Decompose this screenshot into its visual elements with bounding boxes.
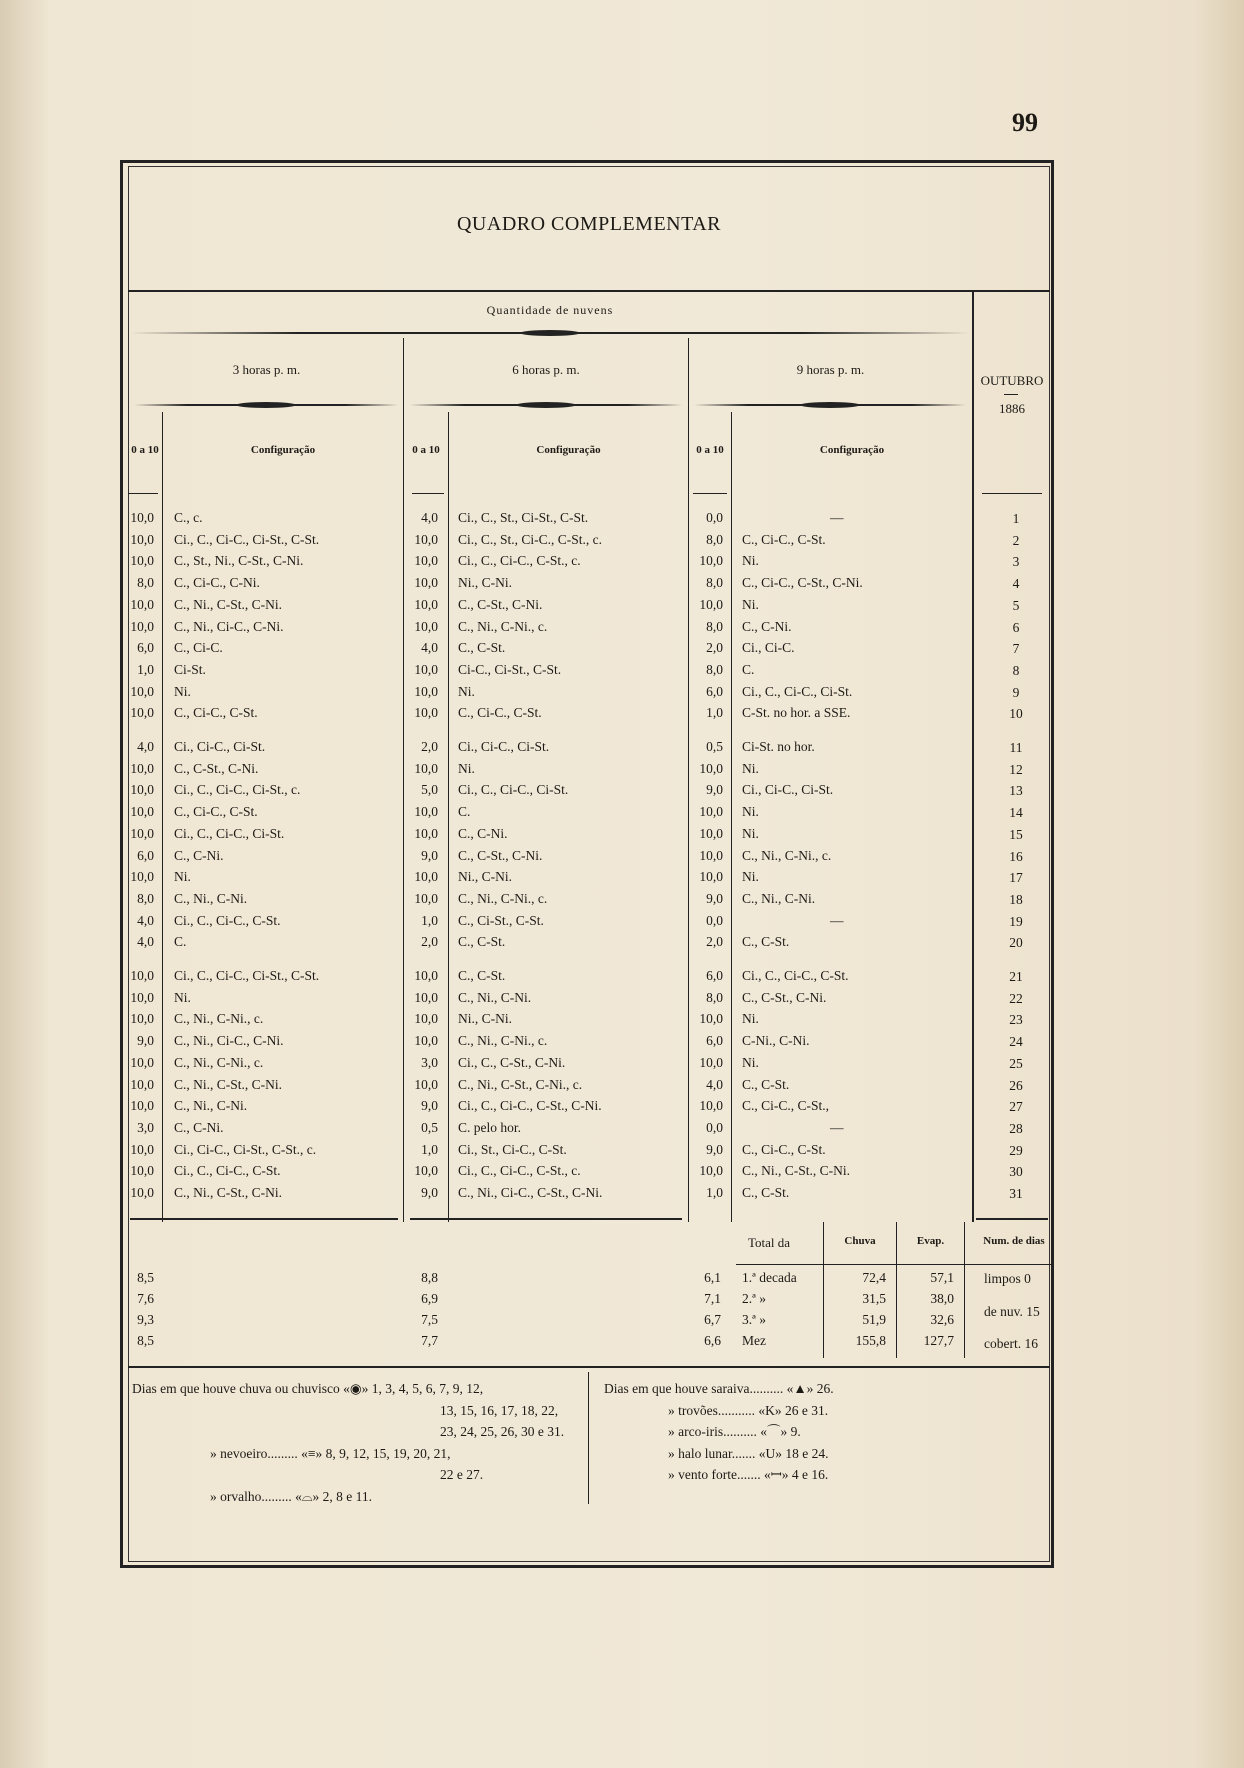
- cell-config-9pm: C., C-Ni.: [742, 618, 792, 634]
- cell-config-3pm: C., C-St., C-Ni.: [174, 760, 259, 776]
- cell-config-6pm: Ci., C., Ci-C., Ci-St.: [458, 782, 569, 798]
- page-number: 99: [1012, 108, 1038, 137]
- cell-config-6pm: C., C-St.: [458, 968, 506, 983]
- cell-amount-3pm: 10,0: [130, 804, 154, 820]
- cell-config-9pm: C., C-St., C-Ni.: [742, 989, 827, 1005]
- footer-right-line: » vento forte....... «ꟷ» 4 e 16.: [668, 1467, 829, 1482]
- cell-amount-9pm: 6,0: [706, 683, 723, 699]
- cell-day: 4: [1012, 576, 1020, 592]
- cell-amount-6pm: 10,0: [414, 869, 438, 885]
- cell-config-3pm: Ci., C., Ci-C., Ci-St., c.: [174, 782, 301, 798]
- totals-head-rule: [736, 1264, 1052, 1265]
- num-dias-head: Num. de dias: [983, 1235, 1045, 1247]
- cell-config-9pm: Ni.: [742, 760, 759, 776]
- footer-left-line: » orvalho......... «⌓» 2, 8 e 11.: [210, 1488, 373, 1504]
- cell-day: 29: [1009, 1142, 1023, 1158]
- cell-config-3pm: C., Ni., C-St., C-Ni.: [174, 1076, 283, 1092]
- cell-amount-3pm: 10,0: [130, 683, 154, 699]
- cell-amount-9pm: 8,0: [706, 989, 723, 1005]
- cell-config-6pm: C., Ni., C-Ni., c.: [458, 1033, 548, 1049]
- cell-config-9pm: Ni.: [742, 596, 759, 612]
- footer-left-line: 22 e 27.: [440, 1467, 484, 1482]
- cell-amount-3pm: 10,0: [130, 531, 154, 547]
- cell-day: 15: [1009, 826, 1023, 842]
- cell-config-3pm: C., Ni., C-Ni.: [174, 1098, 248, 1114]
- cell-config-6pm: Ci., C., Ci-C., C-St., c.: [458, 553, 581, 569]
- cell-config-6pm: Ci., St., Ci-C., C-St.: [458, 1141, 567, 1157]
- body-end-rule-2: [410, 1218, 682, 1220]
- mean-6pm: 7,5: [421, 1312, 438, 1327]
- cell-day: 22: [1009, 990, 1023, 1006]
- cell-config-9pm: —: [830, 912, 844, 928]
- cell-amount-6pm: 10,0: [414, 596, 438, 612]
- cell-amount-9pm: 6,0: [706, 1033, 723, 1049]
- cell-config-3pm: C., c.: [174, 510, 203, 525]
- cell-amount-3pm: 10,0: [130, 968, 154, 983]
- cell-amount-6pm: 3,0: [421, 1054, 438, 1070]
- total-evap: 127,7: [923, 1333, 954, 1348]
- total-chuva: 72,4: [862, 1270, 886, 1285]
- cell-day: 1: [1012, 511, 1020, 526]
- cell-amount-9pm: 10,0: [699, 596, 723, 612]
- cell-amount-9pm: 8,0: [706, 575, 723, 591]
- col-amount-1: 0 a 10: [131, 444, 159, 456]
- mean-3pm: 9,3: [137, 1312, 154, 1327]
- total-chuva: 31,5: [862, 1291, 886, 1306]
- cell-amount-9pm: 10,0: [699, 1098, 723, 1114]
- cell-config-6pm: C. pelo hor.: [458, 1119, 521, 1135]
- col-amount-2: 0 a 10: [412, 444, 440, 456]
- cell-day: 13: [1009, 783, 1023, 799]
- cell-config-9pm: Ni.: [742, 553, 759, 569]
- cell-amount-3pm: 10,0: [130, 825, 154, 841]
- cell-amount-6pm: 4,0: [421, 510, 438, 525]
- cell-amount-9pm: 2,0: [706, 934, 723, 950]
- cell-amount-9pm: 10,0: [699, 869, 723, 885]
- cell-amount-3pm: 8,0: [137, 575, 154, 591]
- total-chuva: 155,8: [855, 1333, 886, 1348]
- footer-top-rule: [128, 1366, 1050, 1368]
- cell-amount-3pm: 10,0: [130, 1163, 154, 1179]
- cell-amount-6pm: 9,0: [421, 1098, 438, 1114]
- cell-config-9pm: Ni.: [742, 869, 759, 885]
- cell-amount-3pm: 10,0: [130, 869, 154, 885]
- rule-a2: [412, 493, 444, 494]
- cell-config-9pm: C., Ni., C-Ni.: [742, 890, 816, 906]
- cell-config-6pm: C., Ni., C-Ni., c.: [458, 618, 548, 634]
- cell-config-3pm: C., Ni., Ci-C., C-Ni.: [174, 1033, 284, 1049]
- footer-divider: [588, 1372, 589, 1504]
- cell-config-3pm: C., Ni., Ci-C., C-Ni.: [174, 618, 284, 634]
- col-config-1: Configuração: [250, 444, 316, 456]
- cell-amount-3pm: 4,0: [137, 739, 154, 754]
- cell-amount-9pm: 0,0: [706, 912, 723, 928]
- cell-config-6pm: C., C-St.: [458, 640, 506, 656]
- cell-amount-3pm: 10,0: [130, 1185, 154, 1200]
- cell-config-6pm: Ni.: [458, 683, 475, 699]
- mean-9pm: 6,7: [704, 1312, 721, 1327]
- footer-left-line: » nevoeiro......... «≡» 8, 9, 12, 15, 19, 20, 21,: [210, 1445, 451, 1461]
- cell-config-3pm: Ci., Ci-C., Ci-St., C-St., c.: [174, 1141, 317, 1157]
- cell-amount-3pm: 10,0: [130, 596, 154, 612]
- cell-amount-6pm: 5,0: [421, 782, 438, 798]
- mean-6pm: 8,8: [421, 1270, 438, 1285]
- group-swash: [130, 330, 970, 336]
- cell-config-9pm: C., Ni., C-St., C-Ni.: [742, 1163, 851, 1179]
- cell-config-9pm: —: [830, 510, 844, 525]
- cell-day: 17: [1009, 870, 1023, 886]
- cell-config-6pm: Ni., C-Ni.: [458, 575, 512, 591]
- cell-amount-3pm: 10,0: [130, 510, 154, 525]
- cell-amount-6pm: 10,0: [414, 705, 438, 721]
- totals-head-label: Total da: [748, 1235, 791, 1250]
- cell-config-6pm: C., Ci-St., C-St.: [458, 912, 544, 928]
- cell-amount-6pm: 10,0: [414, 1011, 438, 1027]
- cell-amount-3pm: 6,0: [137, 640, 154, 656]
- cell-config-3pm: C., Ni., C-Ni., c.: [174, 1011, 264, 1027]
- cell-amount-9pm: 10,0: [699, 1011, 723, 1027]
- amount-divider-3: [731, 412, 732, 1222]
- cell-amount-9pm: 2,0: [706, 640, 723, 656]
- cell-config-6pm: Ci., C., Ci-C., C-St., c.: [458, 1163, 581, 1179]
- cell-amount-9pm: 1,0: [706, 705, 723, 721]
- cell-day: 28: [1009, 1120, 1023, 1136]
- mean-9pm: 7,1: [704, 1291, 721, 1306]
- total-label: Mez: [742, 1333, 766, 1348]
- cell-day: 24: [1009, 1034, 1023, 1050]
- cell-amount-9pm: 10,0: [699, 825, 723, 841]
- cell-day: 14: [1009, 805, 1023, 821]
- cell-amount-9pm: 10,0: [699, 553, 723, 569]
- cell-config-6pm: Ci., Ci-C., Ci-St.: [458, 739, 550, 754]
- cell-amount-9pm: 1,0: [706, 1185, 723, 1200]
- cell-amount-6pm: 10,0: [414, 804, 438, 820]
- cell-day: 21: [1009, 969, 1023, 984]
- header-top-rule: [128, 290, 1050, 292]
- cell-day: 27: [1009, 1099, 1023, 1115]
- cell-day: 31: [1009, 1186, 1023, 1201]
- cell-amount-6pm: 10,0: [414, 1076, 438, 1092]
- num-dias-nuv: de nuv. 15: [984, 1304, 1040, 1319]
- cell-amount-3pm: 10,0: [130, 760, 154, 776]
- num-dias-cobert: cobert. 16: [984, 1336, 1038, 1351]
- swash-6pm: [410, 402, 682, 408]
- cell-amount-3pm: 10,0: [130, 1076, 154, 1092]
- cell-day: 16: [1009, 848, 1023, 864]
- cell-config-9pm: C., C-St.: [742, 1076, 790, 1092]
- cell-day: 12: [1009, 761, 1023, 777]
- totals-head-evap: Evap.: [916, 1235, 945, 1247]
- cell-config-6pm: C.: [458, 804, 471, 820]
- obs-header-6pm: 6 horas p. m.: [512, 362, 580, 377]
- page-title: QUADRO COMPLEMENTAR: [456, 213, 722, 235]
- total-label: 2.ª »: [742, 1291, 766, 1306]
- col-config-3: Configuração: [819, 444, 885, 456]
- cell-config-9pm: C-Ni., C-Ni.: [742, 1033, 810, 1049]
- cell-config-3pm: Ci., C., Ci-C., C-St.: [174, 912, 281, 928]
- cell-config-6pm: C., C-St., C-Ni.: [458, 596, 543, 612]
- cell-amount-6pm: 10,0: [414, 683, 438, 699]
- cell-amount-9pm: 0,0: [706, 1119, 723, 1135]
- cell-config-9pm: C., Ni., C-Ni., c.: [742, 847, 832, 863]
- cell-config-9pm: Ni.: [742, 1011, 759, 1027]
- cell-amount-6pm: 0,5: [421, 1119, 438, 1135]
- year-header: 1886: [999, 401, 1025, 416]
- amount-divider-2: [448, 412, 449, 1222]
- cell-amount-3pm: 8,0: [137, 890, 154, 906]
- cell-config-9pm: Ci., C., Ci-C., Ci-St.: [742, 683, 853, 699]
- cell-amount-9pm: 8,0: [706, 618, 723, 634]
- cell-amount-6pm: 10,0: [414, 1163, 438, 1179]
- rule-day: [982, 493, 1042, 494]
- cell-amount-9pm: 8,0: [706, 531, 723, 547]
- cell-day: 11: [1009, 740, 1023, 755]
- cell-config-3pm: C., Ni., C-St., C-Ni.: [174, 596, 283, 612]
- cell-config-3pm: C., St., Ni., C-St., C-Ni.: [174, 553, 304, 569]
- cell-amount-3pm: 4,0: [137, 912, 154, 928]
- cell-config-6pm: C., C-Ni.: [458, 825, 508, 841]
- cell-config-3pm: Ci., C., Ci-C., C-St.: [174, 1163, 281, 1179]
- mean-6pm: 7,7: [421, 1333, 438, 1348]
- total-evap: 38,0: [930, 1291, 954, 1306]
- cell-amount-3pm: 10,0: [130, 618, 154, 634]
- cell-amount-3pm: 10,0: [130, 1141, 154, 1157]
- cell-config-9pm: Ci., Ci-C.: [742, 640, 795, 656]
- cell-amount-9pm: 10,0: [699, 804, 723, 820]
- cell-day: 9: [1012, 684, 1020, 700]
- cell-day: 30: [1009, 1164, 1023, 1180]
- cell-config-6pm: C., Ni., C-St., C-Ni., c.: [458, 1076, 583, 1092]
- swash-3pm: [134, 402, 398, 408]
- total-evap: 57,1: [930, 1270, 954, 1285]
- cell-config-9pm: C., Ci-C., C-St.,: [742, 1098, 830, 1114]
- cell-day: 20: [1009, 935, 1023, 951]
- cell-config-6pm: Ni.: [458, 760, 475, 776]
- cell-config-6pm: Ci., C., St., Ci-St., C-St.: [458, 510, 589, 525]
- cell-config-3pm: C., Ni., C-Ni.: [174, 890, 248, 906]
- cell-config-3pm: C., Ni., C-Ni., c.: [174, 1054, 264, 1070]
- total-label: 3.ª »: [742, 1312, 766, 1327]
- cell-config-9pm: —: [830, 1119, 844, 1135]
- cell-amount-6pm: 10,0: [414, 760, 438, 776]
- cell-amount-3pm: 9,0: [137, 1033, 154, 1049]
- cell-config-3pm: Ci., Ci-C., Ci-St.: [174, 739, 266, 754]
- total-label: 1.ª decada: [742, 1270, 797, 1285]
- cell-day: 3: [1012, 554, 1020, 570]
- cell-config-3pm: Ni.: [174, 989, 191, 1005]
- cell-config-3pm: Ci., C., Ci-C., Ci-St., C-St.: [174, 968, 320, 983]
- total-chuva: 51,9: [862, 1312, 886, 1327]
- mean-3pm: 8,5: [137, 1333, 154, 1348]
- cell-config-6pm: C., Ni., C-Ni., c.: [458, 890, 548, 906]
- cell-config-9pm: C., C-St.: [742, 934, 790, 950]
- cell-amount-6pm: 10,0: [414, 825, 438, 841]
- group-header: Quantidade de nuvens: [486, 303, 614, 317]
- rule-a1: [128, 493, 158, 494]
- cell-day: 25: [1009, 1055, 1023, 1071]
- month-header: OUTUBRO: [980, 373, 1044, 388]
- cell-config-6pm: C., C-St., C-Ni.: [458, 847, 543, 863]
- cell-config-6pm: Ci., C., Ci-C., C-St., C-Ni.: [458, 1098, 602, 1114]
- obs-header-3pm: 3 horas p. m.: [232, 362, 301, 377]
- cell-config-3pm: Ci., C., Ci-C., Ci-St., C-St.: [174, 531, 320, 547]
- cell-config-3pm: C., C-Ni.: [174, 847, 224, 863]
- footer-right-line: Dias em que houve saraiva.......... «▲» 26.: [604, 1381, 834, 1396]
- cell-day: 18: [1009, 891, 1023, 907]
- cell-amount-6pm: 10,0: [414, 968, 438, 983]
- cell-config-9pm: C., Ci-C., C-St.: [742, 531, 826, 547]
- mean-3pm: 8,5: [137, 1270, 154, 1285]
- cell-amount-6pm: 2,0: [421, 934, 438, 950]
- cell-amount-6pm: 10,0: [414, 989, 438, 1005]
- cell-amount-6pm: 10,0: [414, 618, 438, 634]
- footer-left-line: 13, 15, 16, 17, 18, 22,: [440, 1402, 559, 1418]
- cell-config-3pm: C., C-Ni.: [174, 1119, 224, 1135]
- amount-divider-1: [162, 412, 163, 1222]
- totals-divider-3: [964, 1222, 965, 1358]
- cell-config-9pm: Ni.: [742, 804, 759, 820]
- totals-head-chuva: Chuva: [844, 1235, 876, 1247]
- cell-amount-3pm: 10,0: [130, 1054, 154, 1070]
- cell-config-3pm: C., Ci-C., C-Ni.: [174, 575, 260, 591]
- cell-day: 7: [1012, 641, 1020, 657]
- cell-config-6pm: C., Ni., C-Ni.: [458, 989, 532, 1005]
- cell-amount-9pm: 10,0: [699, 847, 723, 863]
- cell-day: 23: [1009, 1012, 1023, 1028]
- month-dash: [1004, 394, 1018, 395]
- cell-day: 5: [1012, 597, 1020, 613]
- footer-right-line: » halo lunar....... «U» 18 e 24.: [668, 1445, 829, 1461]
- cell-config-3pm: C., Ci-C., C-St.: [174, 705, 258, 721]
- cell-config-9pm: Ni.: [742, 825, 759, 841]
- cell-config-6pm: C., Ni., Ci-C., C-St., C-Ni.: [458, 1185, 603, 1200]
- cell-day: 19: [1009, 913, 1023, 929]
- cell-config-3pm: C., Ci-C., C-St.: [174, 804, 258, 820]
- cell-amount-6pm: 10,0: [414, 531, 438, 547]
- cell-config-6pm: C., C-St.: [458, 934, 506, 950]
- cell-amount-9pm: 9,0: [706, 1141, 723, 1157]
- cell-amount-6pm: 2,0: [421, 739, 438, 754]
- cell-day: 26: [1009, 1077, 1023, 1093]
- footer-left-line: Dias em que houve chuva ou chuvisco «◉» 1, 3, 4, 5, 6, 7, 9, 12,: [132, 1381, 484, 1396]
- cell-config-3pm: C.: [174, 934, 187, 950]
- cell-config-9pm: C.: [742, 661, 755, 677]
- cell-config-3pm: C., Ni., C-St., C-Ni.: [174, 1185, 283, 1200]
- cell-amount-3pm: 10,0: [130, 1098, 154, 1114]
- cell-config-9pm: Ci-St. no hor.: [742, 739, 815, 754]
- obs-header-9pm: 9 horas p. m.: [796, 362, 865, 377]
- rule-a3: [693, 493, 727, 494]
- month-column-divider: [972, 292, 974, 1222]
- body-end-rule-day: [976, 1218, 1048, 1220]
- col-amount-3: 0 a 10: [696, 444, 724, 456]
- cell-amount-3pm: 10,0: [130, 705, 154, 721]
- cell-amount-3pm: 1,0: [137, 661, 154, 677]
- cell-config-6pm: Ci., C., C-St., C-Ni.: [458, 1054, 566, 1070]
- cell-config-6pm: Ni., C-Ni.: [458, 869, 512, 885]
- num-dias-limpos: limpos 0: [984, 1271, 1031, 1286]
- cell-amount-9pm: 10,0: [699, 760, 723, 776]
- col-config-2: Configuração: [536, 444, 601, 456]
- cell-amount-6pm: 10,0: [414, 890, 438, 906]
- footer-left-line: 23, 24, 25, 26, 30 e 31.: [440, 1424, 565, 1439]
- cell-amount-6pm: 10,0: [414, 661, 438, 677]
- cell-day: 2: [1012, 532, 1020, 548]
- mean-3pm: 7,6: [137, 1291, 154, 1306]
- cell-amount-9pm: 9,0: [706, 890, 723, 906]
- mean-9pm: 6,1: [704, 1270, 721, 1285]
- cell-config-6pm: Ni., C-Ni.: [458, 1011, 512, 1027]
- cell-amount-3pm: 3,0: [137, 1119, 154, 1135]
- cell-amount-3pm: 6,0: [137, 847, 154, 863]
- cell-config-6pm: C., Ci-C., C-St.: [458, 705, 542, 721]
- cell-config-3pm: Ci., C., Ci-C., Ci-St.: [174, 825, 285, 841]
- cell-amount-9pm: 4,0: [706, 1076, 723, 1092]
- mean-6pm: 6,9: [421, 1291, 438, 1306]
- cell-amount-9pm: 0,0: [706, 510, 723, 525]
- cell-config-9pm: C-St. no hor. a SSE.: [742, 705, 851, 721]
- cell-amount-6pm: 10,0: [414, 553, 438, 569]
- cell-amount-6pm: 4,0: [421, 640, 438, 656]
- footer-right-line: » arco-iris.......... «⌒» 9.: [668, 1424, 801, 1439]
- cell-amount-3pm: 10,0: [130, 1011, 154, 1027]
- cell-amount-9pm: 10,0: [699, 1054, 723, 1070]
- cell-day: 6: [1012, 619, 1020, 635]
- cell-amount-9pm: 6,0: [706, 968, 723, 983]
- cell-config-9pm: C., Ci-C., C-St., C-Ni.: [742, 575, 863, 591]
- cell-amount-6pm: 9,0: [421, 1185, 438, 1200]
- cell-amount-6pm: 1,0: [421, 1141, 438, 1157]
- mean-9pm: 6,6: [704, 1333, 721, 1348]
- swash-9pm: [694, 402, 966, 408]
- cell-amount-3pm: 10,0: [130, 553, 154, 569]
- cell-amount-9pm: 8,0: [706, 661, 723, 677]
- cell-config-6pm: Ci-C., Ci-St., C-St.: [458, 661, 562, 677]
- cell-day: 10: [1009, 706, 1023, 722]
- cell-config-9pm: Ni.: [742, 1054, 759, 1070]
- body-end-rule-1: [130, 1218, 398, 1220]
- cell-config-9pm: Ci., C., Ci-C., C-St.: [742, 968, 849, 983]
- footer-right-line: » trovões........... «K» 26 e 31.: [668, 1402, 829, 1418]
- cell-config-3pm: Ni.: [174, 869, 191, 885]
- cell-config-6pm: Ci., C., St., Ci-C., C-St., c.: [458, 531, 603, 547]
- cell-amount-9pm: 9,0: [706, 782, 723, 798]
- cell-config-3pm: Ci-St.: [174, 661, 206, 677]
- total-evap: 32,6: [930, 1312, 954, 1327]
- cell-config-9pm: Ci., Ci-C., Ci-St.: [742, 782, 834, 798]
- cell-amount-9pm: 0,5: [706, 739, 723, 754]
- cell-amount-9pm: 10,0: [699, 1163, 723, 1179]
- cell-amount-3pm: 4,0: [137, 934, 154, 950]
- cell-amount-3pm: 10,0: [130, 989, 154, 1005]
- cell-amount-6pm: 10,0: [414, 575, 438, 591]
- cell-amount-3pm: 10,0: [130, 782, 154, 798]
- cell-amount-6pm: 1,0: [421, 912, 438, 928]
- cell-config-9pm: C., C-St.: [742, 1185, 790, 1200]
- cell-amount-6pm: 10,0: [414, 1033, 438, 1049]
- cell-amount-6pm: 9,0: [421, 847, 438, 863]
- cell-config-9pm: C., Ci-C., C-St.: [742, 1141, 826, 1157]
- cell-day: 8: [1012, 662, 1020, 678]
- cell-config-3pm: C., Ci-C.: [174, 640, 223, 656]
- cell-config-3pm: Ni.: [174, 683, 191, 699]
